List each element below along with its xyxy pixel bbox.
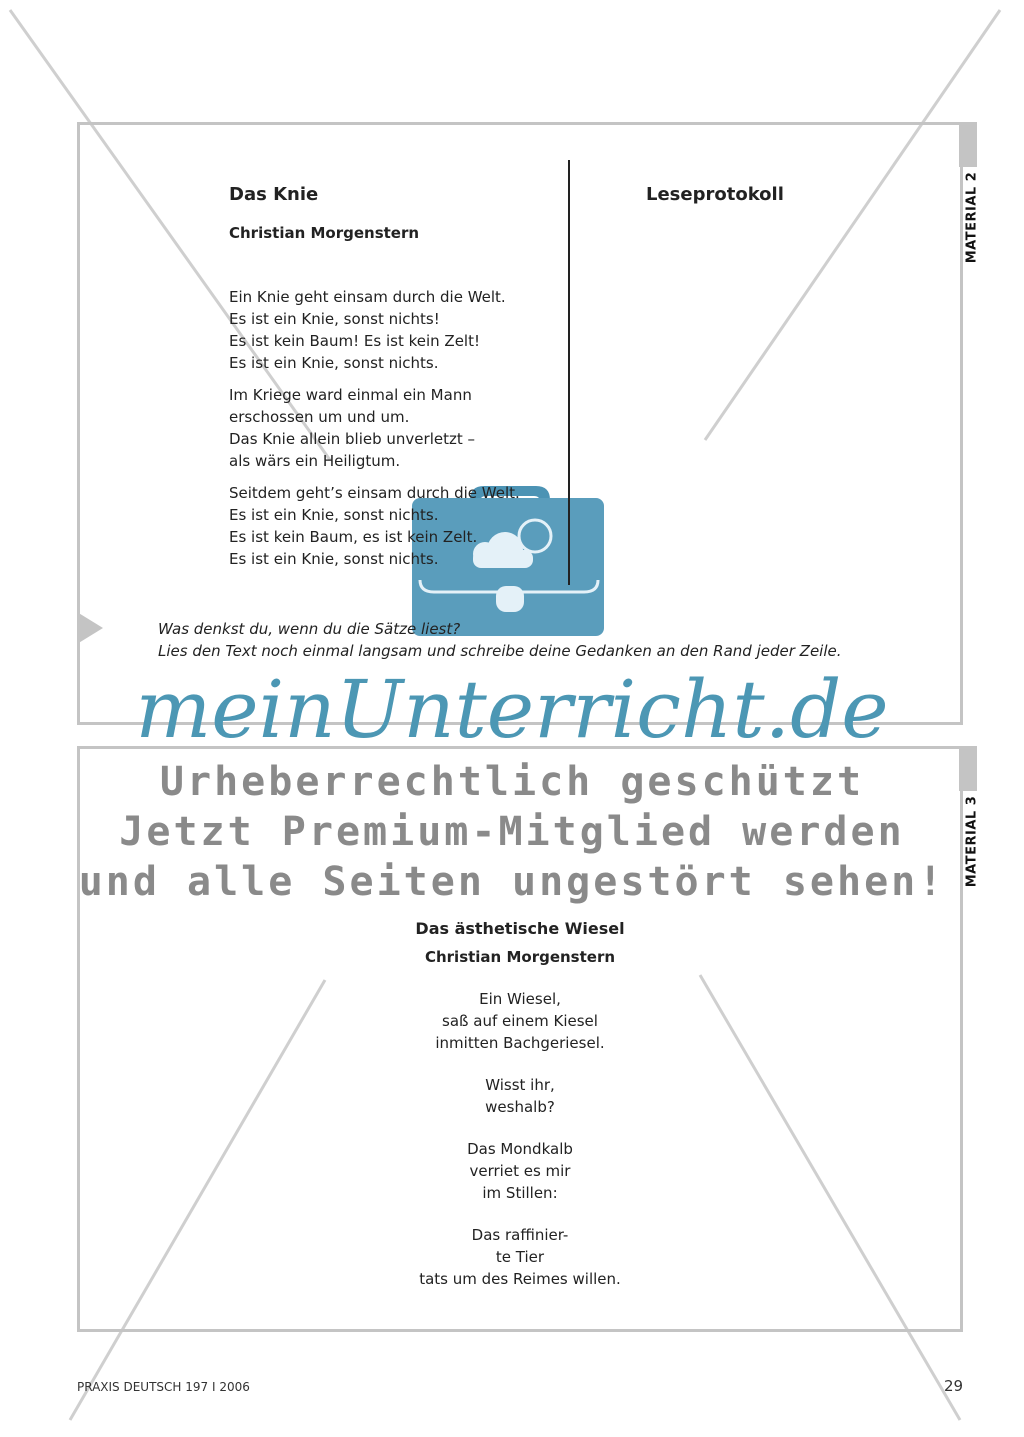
poem-2-author: Christian Morgenstern [424, 948, 616, 966]
watermark-line-1: Urheberrechtlich geschützt [159, 759, 865, 805]
watermark-line-3: und alle Seiten ungestört sehen! [78, 859, 946, 905]
poem-line: Es ist ein Knie, sonst nichts! [229, 310, 440, 328]
poem-line: Es ist ein Knie, sonst nichts. [229, 550, 439, 568]
poem-2-text [320, 988, 720, 1310]
watermark-line-2: Jetzt Premium-Mitglied werden [119, 809, 905, 855]
poem-line: inmitten Bachgeriesel. [435, 1034, 605, 1052]
brand-watermark: meinUnterricht.de [135, 663, 889, 756]
poem-line: Es ist ein Knie, sonst nichts. [229, 506, 439, 524]
poem-line: als wärs ein Heiligtum. [229, 452, 401, 470]
column-divider [568, 160, 570, 585]
task-line-1: Was denkst du, wenn du die Sätze liest? [158, 620, 461, 638]
poem-line: Im Kriege ward einmal ein Mann [229, 386, 472, 404]
poem-line: te Tier [495, 1248, 545, 1266]
stanza [229, 482, 520, 570]
poem-line: Es ist kein Baum, es ist kein Zelt. [229, 528, 478, 546]
stanza [320, 1138, 720, 1204]
page-number: 29 [944, 1377, 964, 1395]
poem-line: tats um des Reimes willen. [419, 1270, 621, 1288]
poem-line: erschossen um und um. [229, 408, 410, 426]
poem-line: Es ist kein Baum! Es ist kein Zelt! [229, 332, 480, 350]
task-line-2: Lies den Text noch einmal langsam und schreibe deine Gedanken an den Rand jeder Zeile. [158, 642, 842, 660]
material-3-label: MATERIAL 3 [964, 795, 980, 887]
poem-line: Das Knie allein blieb unverletzt – [229, 430, 475, 448]
poem-title: Das Knie [229, 184, 319, 205]
poem-line: verriet es mir [469, 1162, 571, 1180]
material-2-tab [959, 122, 977, 167]
poem-line: Wisst ihr, [485, 1076, 555, 1094]
stanza [320, 1074, 720, 1118]
poem-author: Christian Morgenstern [229, 224, 420, 242]
footer-publication: PRAXIS DEUTSCH 197 I 2006 [77, 1380, 250, 1394]
poem-line: weshalb? [485, 1098, 555, 1116]
poem-line: Ein Knie geht einsam durch die Welt. [229, 288, 506, 306]
poem-line: im Stillen: [482, 1184, 558, 1202]
stanza [229, 384, 520, 472]
poem-line: Das Mondkalb [467, 1140, 573, 1158]
poem-2-title: Das ästhetische Wiesel [415, 919, 625, 938]
leseprotokoll-title: Leseprotokoll [646, 184, 784, 205]
poem-line: saß auf einem Kiesel [442, 1012, 598, 1030]
poem-line: Es ist ein Knie, sonst nichts. [229, 354, 439, 372]
poem-text [229, 286, 520, 580]
poem-line: Das raffinier- [471, 1226, 569, 1244]
poem-line: Seitdem geht’s einsam durch die Welt. [229, 484, 520, 502]
stanza [320, 988, 720, 1054]
stanza [320, 1224, 720, 1290]
stanza [229, 286, 520, 374]
poem-line: Ein Wiesel, [479, 990, 561, 1008]
material-2-label: MATERIAL 2 [964, 171, 980, 263]
arrow-marker-icon [77, 612, 105, 644]
